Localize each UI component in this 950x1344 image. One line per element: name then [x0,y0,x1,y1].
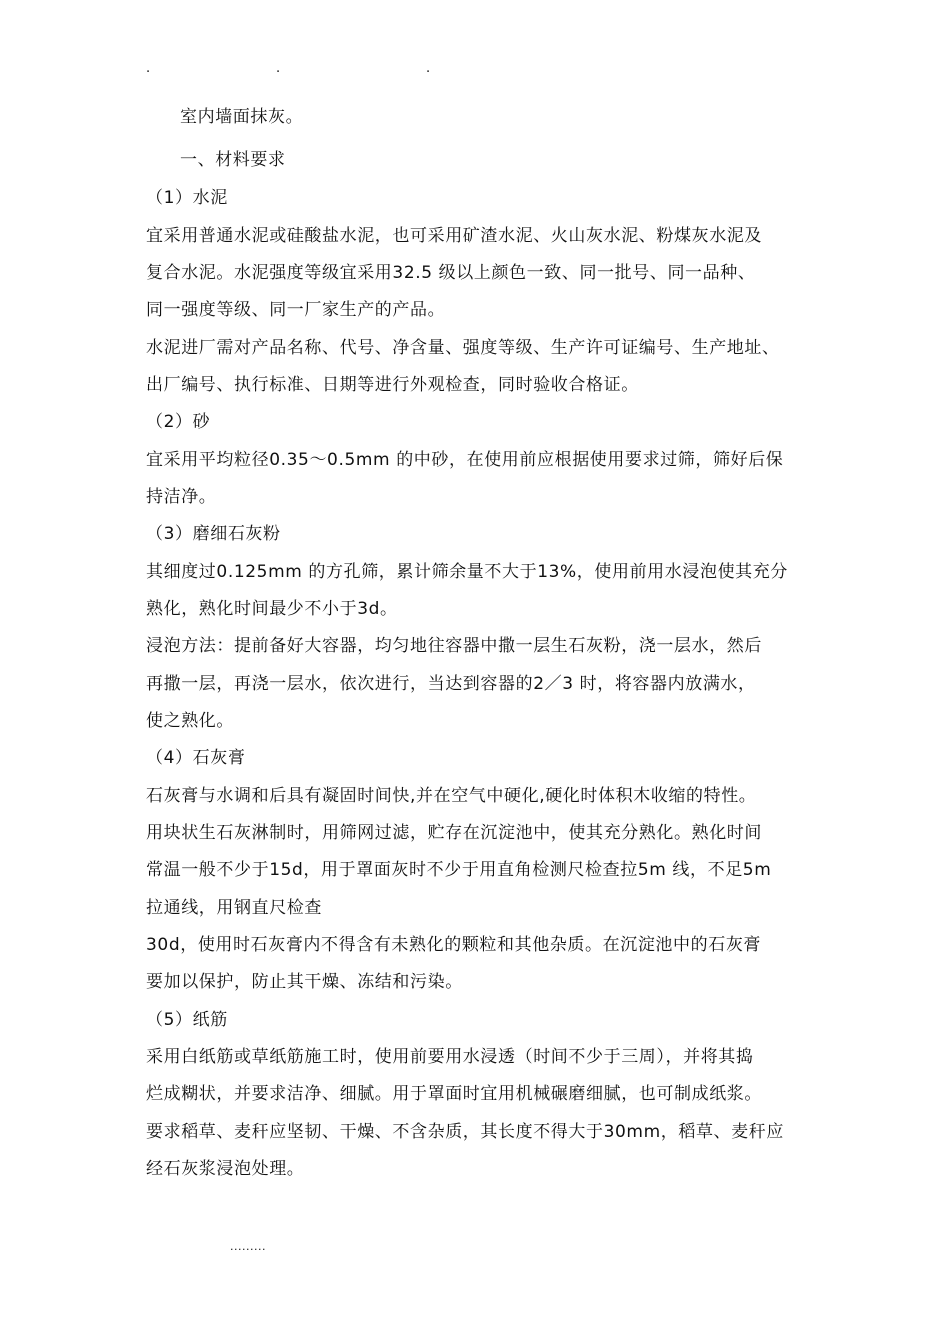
paragraph-line: 水泥进厂需对产品名称、代号、净含量、强度等级、生产许可证编号、生产地址、 [146,338,780,358]
paragraph-line: 熟化，熟化时间最少不小于3d。 [146,599,398,619]
header-dot: . [146,61,151,76]
paragraph-line: 宜采用平均粒径0.35～0.5mm 的中砂，在使用前应根据使用要求过筛，筛好后保 [146,450,784,470]
paragraph-line: 复合水泥。水泥强度等级宜采用32.5 级以上颜色一致、同一批号、同一品种、 [146,263,756,283]
paragraph-line: 其细度过0.125mm 的方孔筛，累计筛余量不大于13%，使用前用水浸泡使其充分 [146,562,788,582]
paragraph-line: 经石灰浆浸泡处理。 [146,1159,305,1179]
paragraph-line: 要加以保护，防止其干燥、冻结和污染。 [146,972,463,992]
subheading-lime-powder: （3）磨细石灰粉 [146,524,281,544]
paragraph-line: 持洁净。 [146,487,217,507]
paragraph-line: 30d，使用时石灰膏内不得含有未熟化的颗粒和其他杂质。在沉淀池中的石灰膏 [146,935,762,955]
paragraph-line: 浸泡方法：提前备好大容器，均匀地往容器中撒一层生石灰粉，浇一层水，然后 [146,636,762,656]
subheading-sand: （2）砂 [146,412,211,432]
paragraph-line: 使之熟化。 [146,711,234,731]
header-dot: . [276,61,281,76]
paragraph-line: 出厂编号、执行标准、日期等进行外观检查，同时验收合格证。 [146,375,639,395]
paragraph-line: 同一强度等级、同一厂家生产的产品。 [146,300,446,320]
paragraph-line: 要求稻草、麦秆应坚韧、干燥、不含杂质，其长度不得大于30mm，稻草、麦秆应 [146,1122,784,1142]
header-dot: . [426,61,431,76]
paragraph-line: 再撒一层，再浇一层水，依次进行，当达到容器的2／3 时，将容器内放满水， [146,674,756,694]
document-title: 室内墙面抹灰。 [180,107,304,127]
paragraph-line: 用块状生石灰淋制时，用筛网过滤，贮存在沉淀池中，使其充分熟化。熟化时间 [146,823,762,843]
subheading-paper-fiber: （5）纸筋 [146,1010,228,1030]
paragraph-line: 常温一般不少于15d，用于罩面灰时不少于用直角检测尺检查拉5m 线，不足5m [146,860,772,880]
paragraph-line: 宜采用普通水泥或硅酸盐水泥，也可采用矿渣水泥、火山灰水泥、粉煤灰水泥及 [146,226,762,246]
paragraph-line: 采用白纸筋或草纸筋施工时，使用前要用水浸透（时间不少于三周），并将其捣 [146,1047,754,1067]
paragraph-line: 石灰膏与水调和后具有凝固时间快,并在空气中硬化,硬化时体积木收缩的特性。 [146,786,757,806]
paragraph-line: 拉通线，用钢直尺检查 [146,898,322,918]
subheading-cement: （1）水泥 [146,188,228,208]
subheading-lime-putty: （4）石灰膏 [146,748,246,768]
section-heading: 一、材料要求 [180,150,286,170]
footer-dots: ......... [230,1240,266,1253]
paragraph-line: 烂成糊状，并要求洁净、细腻。用于罩面时宜用机械碾磨细腻，也可制成纸浆。 [146,1084,762,1104]
